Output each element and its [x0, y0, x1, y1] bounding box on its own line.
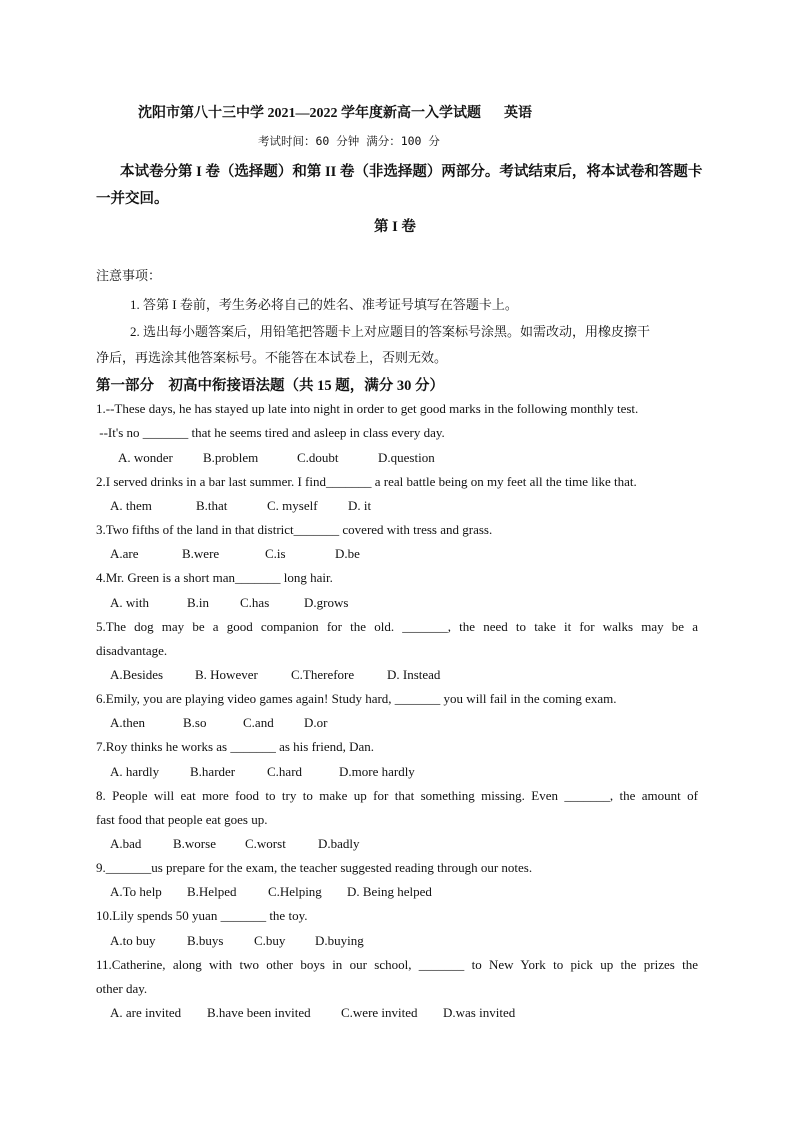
- intro-line-2: 一并交回。: [96, 191, 169, 207]
- question-1-option-c: C.doubt: [297, 450, 339, 465]
- question-7-stem: 7.Roy thinks he works as _______ as his friend, Dan.: [96, 739, 375, 754]
- question-2-stem: 2.I served drinks in a bar last summer. I find_______ a real battle being on my feet all the time like that.: [96, 474, 637, 489]
- question-9-option-c: C.Helping: [268, 884, 322, 899]
- exam-title: 沈阳市第八十三中学 2021—2022 学年度新高一入学试题: [138, 106, 481, 121]
- question-3-option-a: A.are: [110, 546, 139, 561]
- question-9-option-a: A.To help: [110, 884, 162, 899]
- question-6-option-c: C.and: [243, 715, 274, 730]
- question-7-option-d: D.more hardly: [339, 764, 415, 779]
- notes-heading: 注意事项：: [96, 268, 162, 283]
- question-4-option-d: D.grows: [304, 595, 349, 610]
- question-8-stem-2: fast food that people eat goes up.: [96, 812, 268, 827]
- question-2-option-d: D. it: [348, 498, 372, 513]
- question-11-option-d: D.was invited: [443, 1005, 516, 1020]
- question-1-option-d: D.question: [378, 450, 435, 465]
- question-2-option-a: A. them: [110, 498, 152, 513]
- question-8-option-b: B.worse: [173, 836, 216, 851]
- question-1-stem-2: --It's no _______ that he seems tired and asleep in class every day.: [96, 425, 445, 440]
- question-3-option-b: B.were: [182, 546, 220, 561]
- question-10-stem: 10.Lily spends 50 yuan _______ the toy.: [96, 908, 308, 923]
- question-1-option-a: A. wonder: [118, 450, 173, 465]
- question-5-option-b: B. However: [195, 667, 258, 682]
- question-5-option-d: D. Instead: [387, 667, 441, 682]
- question-4-stem: 4.Mr. Green is a short man_______ long hair.: [96, 570, 333, 585]
- subject-label: 英语: [504, 106, 532, 121]
- question-11-stem-2: other day.: [96, 981, 148, 996]
- exam-info: 考试时间：60 分钟 满分：100 分: [258, 134, 440, 148]
- question-2-option-c: C. myself: [267, 498, 318, 513]
- question-2-option-b: B.that: [196, 498, 228, 513]
- question-9-option-d: D. Being helped: [347, 884, 432, 899]
- question-4-option-b: B.in: [187, 595, 210, 610]
- notes-item-1: 1. 答第 I 卷前，考生务必将自己的姓名、准考证号填写在答题卡上。: [130, 297, 518, 312]
- question-5-option-c: C.Therefore: [291, 667, 355, 682]
- question-10-option-d: D.buying: [315, 933, 364, 948]
- question-6-option-a: A.then: [110, 715, 146, 730]
- question-5-stem: 5.The dog may be a good companion for the old. _______, the need to take it for walks may be a: [96, 619, 698, 634]
- question-6-option-d: D.or: [304, 715, 328, 730]
- question-5-option-a: A.Besides: [110, 667, 164, 682]
- question-11-stem: 11.Catherine, along with two other boys in our school, _______ to New York to pick up the prizes the: [96, 957, 698, 972]
- question-11-option-b: B.have been invited: [207, 1005, 311, 1020]
- volume-heading: 第 I 卷: [374, 219, 416, 235]
- section-heading: 第一部分 初高中衔接语法题（共 15 题，满分 30 分）: [96, 378, 444, 394]
- question-6-option-b: B.so: [183, 715, 207, 730]
- question-10-option-c: C.buy: [254, 933, 286, 948]
- question-4-option-a: A. with: [110, 595, 149, 610]
- question-4-option-c: C.has: [240, 595, 270, 610]
- question-3-stem: 3.Two fifths of the land in that district_______ covered with tress and grass.: [96, 522, 493, 537]
- notes-item-2-line-2: 净后，再选涂其他答案标号。不能答在本试卷上，否则无效。: [96, 350, 448, 365]
- question-1-option-b: B.problem: [203, 450, 259, 465]
- question-10-option-b: B.buys: [187, 933, 224, 948]
- question-7-option-c: C.hard: [267, 764, 303, 779]
- question-7-option-b: B.harder: [190, 764, 236, 779]
- question-7-option-a: A. hardly: [110, 764, 160, 779]
- question-11-option-c: C.were invited: [341, 1005, 418, 1020]
- question-9-option-b: B.Helped: [187, 884, 237, 899]
- question-8-stem: 8. People will eat more food to try to make up for that something missing. Even _______, the amount of: [96, 788, 698, 803]
- question-10-option-a: A.to buy: [110, 933, 156, 948]
- question-8-option-a: A.bad: [110, 836, 142, 851]
- question-1-stem: 1.--These days, he has stayed up late into night in order to get good marks in the following monthly test.: [96, 401, 639, 416]
- question-11-option-a: A. are invited: [110, 1005, 182, 1020]
- question-8-option-d: D.badly: [318, 836, 360, 851]
- question-3-option-c: C.is: [265, 546, 286, 561]
- question-9-stem: 9._______us prepare for the exam, the teacher suggested reading through our notes.: [96, 860, 533, 875]
- question-6-stem: 6.Emily, you are playing video games again! Study hard, _______ you will fail in the coming exam.: [96, 691, 617, 706]
- question-5-stem-2: disadvantage.: [96, 643, 168, 658]
- question-3-option-d: D.be: [335, 546, 360, 561]
- intro-line-1: 本试卷分第 I 卷（选择题）和第 II 卷（非选择题）两部分。考试结束后，将本试卷和答题卡: [120, 164, 703, 180]
- question-8-option-c: C.worst: [245, 836, 286, 851]
- notes-item-2-line-1: 2. 选出每小题答案后，用铅笔把答题卡上对应题目的答案标号涂黑。如需改动，用橡皮擦干: [130, 324, 651, 339]
